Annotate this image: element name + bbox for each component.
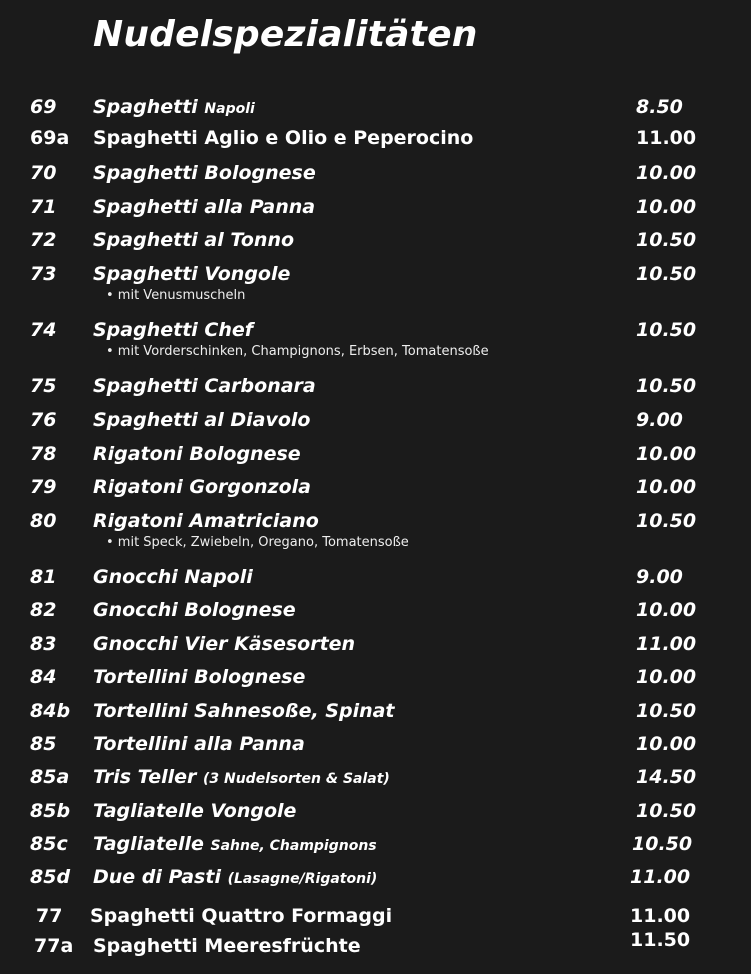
item-price: 11.00 [630,905,691,927]
item-name: Tortellini Bolognese [93,666,306,688]
item-number: 69 [30,96,57,118]
item-name: Tagliatelle Sahne, Champignons [93,833,377,855]
item-name: Due di Pasti (Lasagne/Rigatoni) [93,866,378,888]
item-price: 10.50 [636,319,697,341]
item-price: 10.00 [636,196,697,218]
item-number: 74 [30,319,57,341]
item-note: (3 Nudelsorten & Salat) [202,771,390,787]
item-price: 9.00 [636,566,683,588]
item-name: Tagliatelle Vongole [93,800,297,822]
item-number: 71 [30,196,57,218]
page-title: Nudelspezialitäten [93,14,478,55]
item-description: • mit Speck, Zwiebeln, Oregano, Tomatensoße [106,535,409,550]
item-price: 10.00 [636,162,697,184]
item-number: 84 [30,666,57,688]
item-number: 72 [30,229,57,251]
item-price: 8.50 [636,96,683,118]
item-price: 10.00 [636,443,697,465]
item-price: 10.50 [636,229,697,251]
item-name: Tortellini Sahnesoße, Spinat [93,700,395,722]
item-price: 10.00 [636,599,697,621]
item-number: 85c [30,833,68,855]
item-name: Gnocchi Vier Käsesorten [93,633,356,655]
item-price: 14.50 [636,766,697,788]
item-price: 10.50 [632,833,693,855]
item-number: 73 [30,263,57,285]
item-price: 10.50 [636,510,697,532]
item-price: 10.00 [636,666,697,688]
item-number: 70 [30,162,57,184]
item-name: Tortellini alla Panna [93,733,305,755]
item-description: • mit Vorderschinken, Champignons, Erbsen, Tomatensoße [106,344,489,359]
item-name: Spaghetti Aglio e Olio e Peperocino [93,127,474,149]
item-name: Rigatoni Gorgonzola [93,476,311,498]
item-name: Spaghetti al Tonno [93,229,295,251]
item-number: 81 [30,566,57,588]
item-price: 10.00 [636,733,697,755]
item-number: 77 [36,905,63,927]
item-name: Spaghetti Quattro Formaggi [90,905,393,927]
item-price: 9.00 [636,409,683,431]
item-name: Spaghetti Carbonara [93,375,316,397]
item-price: 10.50 [636,800,697,822]
item-price: 10.00 [636,476,697,498]
item-name: Spaghetti al Diavolo [93,409,311,431]
item-price: 11.00 [636,127,697,149]
item-name: Spaghetti Bolognese [93,162,316,184]
item-name: Spaghetti Chef [93,319,254,341]
item-number: 80 [30,510,57,532]
item-number: 69a [30,127,70,149]
item-name: Spaghetti Napoli [93,96,255,118]
item-number: 76 [30,409,57,431]
item-name: Rigatoni Bolognese [93,443,301,465]
item-name: Spaghetti Meeresfrüchte [93,935,361,957]
item-number: 75 [30,375,57,397]
item-number: 78 [30,443,57,465]
item-name: Spaghetti Vongole [93,263,291,285]
item-number: 82 [30,599,57,621]
item-number: 85a [30,766,70,788]
item-name: Tris Teller (3 Nudelsorten & Salat) [93,766,390,788]
item-price: 10.50 [636,700,697,722]
item-price: 11.00 [636,633,697,655]
item-price: 10.50 [636,263,697,285]
item-number: 85 [30,733,57,755]
item-name: Rigatoni Amatriciano [93,510,319,532]
item-price: 10.50 [636,375,697,397]
item-number: 85d [30,866,71,888]
item-note: Sahne, Champignons [210,838,377,854]
item-number: 83 [30,633,57,655]
item-number: 77a [34,935,74,957]
item-number: 84b [30,700,71,722]
item-description: • mit Venusmuscheln [106,288,246,303]
item-number: 85b [30,800,71,822]
item-name: Spaghetti alla Panna [93,196,316,218]
item-number: 79 [30,476,57,498]
item-name: Gnocchi Napoli [93,566,253,588]
item-price: 11.00 [630,866,691,888]
item-name: Gnocchi Bolognese [93,599,296,621]
item-note: (Lasagne/Rigatoni) [227,871,378,887]
item-price: 11.50 [630,929,691,951]
item-note: Napoli [204,101,255,117]
